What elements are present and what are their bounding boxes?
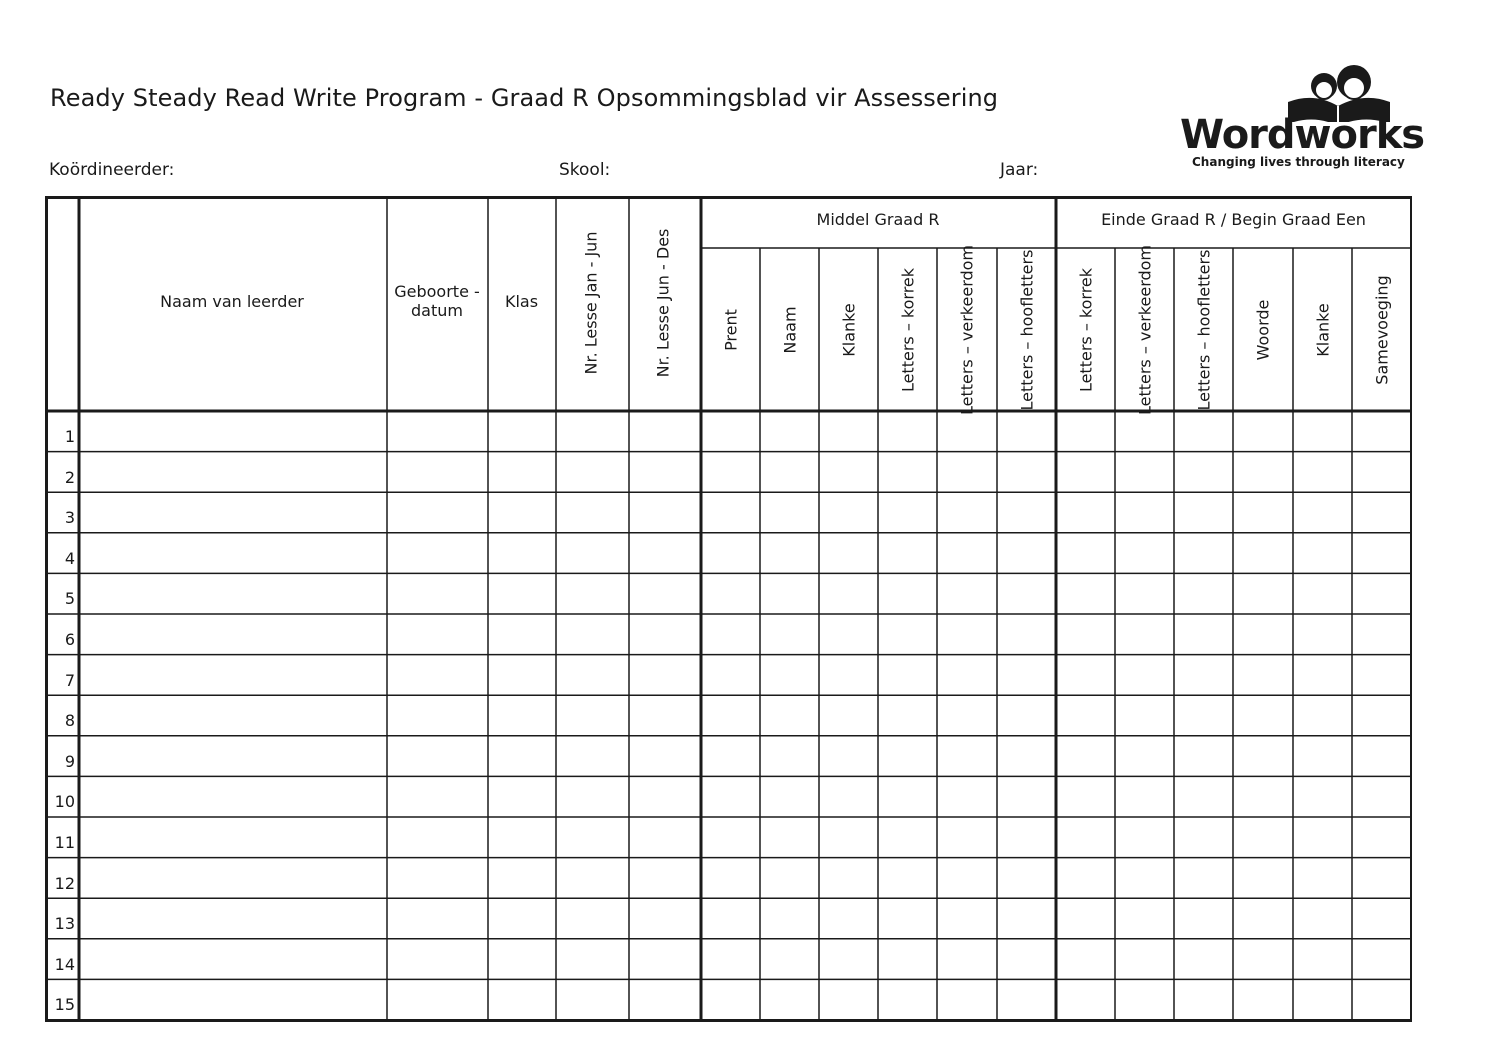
table-cell[interactable] <box>81 778 385 815</box>
table-cell[interactable] <box>1176 738 1231 775</box>
table-cell[interactable] <box>81 941 385 978</box>
table-cell[interactable] <box>1354 616 1409 653</box>
table-cell[interactable] <box>703 778 758 815</box>
table-cell[interactable] <box>558 657 627 694</box>
table-cell[interactable] <box>389 778 486 815</box>
table-cell[interactable] <box>1117 778 1172 815</box>
table-cell[interactable] <box>939 738 995 775</box>
table-cell[interactable] <box>880 494 935 531</box>
table-cell[interactable] <box>1058 454 1113 491</box>
row-number: 9 <box>64 751 75 771</box>
table-cell[interactable] <box>821 454 876 491</box>
table-cell[interactable] <box>490 860 554 897</box>
row-number: 6 <box>64 630 75 649</box>
header-group-end: Einde Graad R / Begin Graad Een <box>1101 210 1366 229</box>
table-cell[interactable] <box>703 535 758 572</box>
row-number: 3 <box>64 508 75 528</box>
table-cell[interactable] <box>81 575 385 612</box>
table-cell[interactable] <box>631 778 699 815</box>
table-cell[interactable] <box>1354 738 1409 775</box>
table-cell[interactable] <box>880 860 935 897</box>
table-cell[interactable] <box>999 413 1054 450</box>
assessment-table <box>45 196 1412 1022</box>
table-cell[interactable] <box>999 494 1054 531</box>
coordinator-label: Koördineerder: <box>49 160 175 180</box>
table-cell[interactable] <box>703 860 758 897</box>
table-cell[interactable] <box>81 494 385 531</box>
table-cell[interactable] <box>558 697 627 734</box>
row-number: 7 <box>64 670 75 690</box>
table-cell[interactable] <box>1117 494 1172 531</box>
table-cell[interactable] <box>81 819 385 856</box>
table-cell[interactable] <box>558 860 627 897</box>
table-cell[interactable] <box>880 697 935 734</box>
table-cell[interactable] <box>939 494 995 531</box>
table-cell[interactable] <box>821 697 876 734</box>
table-cell[interactable] <box>880 413 935 450</box>
row-number: 15 <box>54 995 75 1015</box>
table-cell[interactable] <box>939 860 995 897</box>
table-cell[interactable] <box>703 413 758 450</box>
table-cell[interactable] <box>762 535 817 572</box>
table-cell[interactable] <box>999 778 1054 815</box>
table-cell[interactable] <box>558 941 627 978</box>
table-cell[interactable] <box>1295 454 1350 491</box>
table-cell[interactable] <box>490 535 554 572</box>
table-cell[interactable] <box>762 575 817 612</box>
table-cell[interactable] <box>1354 981 1409 1018</box>
end-subheader: Letters – korrek <box>1076 267 1095 392</box>
table-cell[interactable] <box>821 860 876 897</box>
table-cell[interactable] <box>880 778 935 815</box>
table-cell[interactable] <box>762 941 817 978</box>
table-cell[interactable] <box>821 819 876 856</box>
table-cell[interactable] <box>939 657 995 694</box>
table-cell[interactable] <box>490 738 554 775</box>
table-cell[interactable] <box>631 697 699 734</box>
table-cell[interactable] <box>490 900 554 937</box>
table-cell[interactable] <box>1176 819 1231 856</box>
table-cell[interactable] <box>631 535 699 572</box>
table-cell[interactable] <box>880 657 935 694</box>
table-cell[interactable] <box>821 900 876 937</box>
table-cell[interactable] <box>703 697 758 734</box>
table-cell[interactable] <box>821 575 876 612</box>
table-cell[interactable] <box>1354 819 1409 856</box>
table-cell[interactable] <box>631 657 699 694</box>
table-cell[interactable] <box>1235 981 1291 1018</box>
table-cell[interactable] <box>1176 778 1231 815</box>
table-cell[interactable] <box>762 900 817 937</box>
table-cell[interactable] <box>631 860 699 897</box>
table-cell[interactable] <box>389 860 486 897</box>
table-cell[interactable] <box>1058 738 1113 775</box>
table-cell[interactable] <box>1117 981 1172 1018</box>
table-cell[interactable] <box>880 575 935 612</box>
table-cell[interactable] <box>490 697 554 734</box>
table-cell[interactable] <box>880 454 935 491</box>
table-cell[interactable] <box>762 819 817 856</box>
table-cell[interactable] <box>1354 454 1409 491</box>
table-cell[interactable] <box>558 413 627 450</box>
table-cell[interactable] <box>1295 778 1350 815</box>
school-label: Skool: <box>559 160 611 180</box>
table-cell[interactable] <box>1117 657 1172 694</box>
row-number: 12 <box>54 873 75 893</box>
table-cell[interactable] <box>999 697 1054 734</box>
header-birth-line2: datum <box>411 301 463 320</box>
table-cell[interactable] <box>1058 697 1113 734</box>
table-cell[interactable] <box>1295 413 1350 450</box>
table-cell[interactable] <box>880 941 935 978</box>
table-cell[interactable] <box>880 900 935 937</box>
table-cell[interactable] <box>389 616 486 653</box>
mid-subheader: Klanke <box>839 302 858 357</box>
table-cell[interactable] <box>1058 657 1113 694</box>
table-cell[interactable] <box>1295 616 1350 653</box>
table-cell[interactable] <box>1354 900 1409 937</box>
table-cell[interactable] <box>1058 575 1113 612</box>
table-cell[interactable] <box>703 738 758 775</box>
table-cell[interactable] <box>490 778 554 815</box>
table-cell[interactable] <box>1058 535 1113 572</box>
table-cell[interactable] <box>999 819 1054 856</box>
logo-wordmark: Wordworks <box>1180 112 1425 158</box>
table-cell[interactable] <box>762 778 817 815</box>
table-cell[interactable] <box>558 981 627 1018</box>
table-cell[interactable] <box>631 738 699 775</box>
table-cell[interactable] <box>389 575 486 612</box>
table-cell[interactable] <box>821 616 876 653</box>
table-cell[interactable] <box>939 616 995 653</box>
table-cell[interactable] <box>703 494 758 531</box>
table-cell[interactable] <box>490 819 554 856</box>
mid-subheader: Letters – hoofletters <box>1017 249 1036 410</box>
table-cell[interactable] <box>558 575 627 612</box>
table-cell[interactable] <box>1117 616 1172 653</box>
header-birth-date <box>387 282 487 320</box>
table-cell[interactable] <box>703 941 758 978</box>
row-number: 4 <box>64 548 75 568</box>
table-cell[interactable] <box>1176 454 1231 491</box>
table-cell[interactable] <box>1235 575 1291 612</box>
end-subheader: Klanke <box>1313 302 1332 357</box>
table-cell[interactable] <box>880 535 935 572</box>
table-cell[interactable] <box>762 860 817 897</box>
table-cell[interactable] <box>1117 860 1172 897</box>
table-cell[interactable] <box>999 738 1054 775</box>
table-cell[interactable] <box>762 616 817 653</box>
table-cell[interactable] <box>703 981 758 1018</box>
table-cell[interactable] <box>1354 941 1409 978</box>
table-cell[interactable] <box>1058 860 1113 897</box>
table-cell[interactable] <box>703 657 758 694</box>
table-cell[interactable] <box>1295 941 1350 978</box>
end-subheader: Letters – verkeerdom <box>1135 244 1154 415</box>
table-cell[interactable] <box>999 535 1054 572</box>
table-cell[interactable] <box>1235 900 1291 937</box>
table-cell[interactable] <box>490 494 554 531</box>
table-cell[interactable] <box>389 981 486 1018</box>
table-cell[interactable] <box>558 819 627 856</box>
table-cell[interactable] <box>1176 616 1231 653</box>
table-cell[interactable] <box>939 819 995 856</box>
table-cell[interactable] <box>939 697 995 734</box>
table-cell[interactable] <box>1295 900 1350 937</box>
table-cell[interactable] <box>389 657 486 694</box>
table-cell[interactable] <box>821 535 876 572</box>
table-cell[interactable] <box>939 454 995 491</box>
table-cell[interactable] <box>703 454 758 491</box>
table-cell[interactable] <box>821 778 876 815</box>
mid-subheader: Letters – verkeerdom <box>957 244 977 415</box>
end-subheader: Woorde <box>1253 299 1273 360</box>
table-cell[interactable] <box>939 535 995 572</box>
table-cell[interactable] <box>631 494 699 531</box>
table-cell[interactable] <box>389 941 486 978</box>
table-cell[interactable] <box>81 738 385 775</box>
table-cell[interactable] <box>558 738 627 775</box>
table-cell[interactable] <box>703 819 758 856</box>
header-birth-line1: Geboorte - <box>394 282 480 301</box>
table-cell[interactable] <box>1354 697 1409 734</box>
table-cell[interactable] <box>490 454 554 491</box>
table-cell[interactable] <box>1295 819 1350 856</box>
table-cell[interactable] <box>1058 494 1113 531</box>
table-cell[interactable] <box>1354 413 1409 450</box>
table-cell[interactable] <box>821 413 876 450</box>
logo-tagline: Changing lives through literacy <box>1192 155 1405 169</box>
table-cell[interactable] <box>762 454 817 491</box>
mid-subheader: Prent <box>721 308 740 351</box>
table-cell[interactable] <box>1117 819 1172 856</box>
table-cell[interactable] <box>389 819 486 856</box>
table-cell[interactable] <box>999 657 1054 694</box>
row-number: 1 <box>64 427 75 446</box>
table-cell[interactable] <box>490 941 554 978</box>
table-cell[interactable] <box>999 575 1054 612</box>
table-cell[interactable] <box>1295 494 1350 531</box>
table-cell[interactable] <box>703 900 758 937</box>
header-group-mid: Middel Graad R <box>816 210 940 229</box>
table-cell[interactable] <box>389 413 486 450</box>
table-cell[interactable] <box>1117 575 1172 612</box>
table-cell[interactable] <box>1058 413 1113 450</box>
wordworks-logo <box>1180 62 1425 174</box>
table-cell[interactable] <box>1235 454 1291 491</box>
table-cell[interactable] <box>1354 778 1409 815</box>
table-cell[interactable] <box>939 778 995 815</box>
table-cell[interactable] <box>1117 454 1172 491</box>
table-cell[interactable] <box>939 900 995 937</box>
table-cell[interactable] <box>999 900 1054 937</box>
table-cell[interactable] <box>703 616 758 653</box>
row-number: 2 <box>64 467 75 487</box>
table-cell[interactable] <box>1176 413 1231 450</box>
table-cell[interactable] <box>389 454 486 491</box>
table-cell[interactable] <box>762 657 817 694</box>
table-cell[interactable] <box>1235 860 1291 897</box>
table-cell[interactable] <box>1176 900 1231 937</box>
year-label: Jaar: <box>1000 160 1039 180</box>
table-cell[interactable] <box>880 819 935 856</box>
table-cell[interactable] <box>1354 494 1409 531</box>
table-cell[interactable] <box>1235 657 1291 694</box>
table-cell[interactable] <box>880 738 935 775</box>
page-title: Ready Steady Read Write Program - Graad R Opsommingsblad vir Assessering <box>50 84 999 112</box>
table-cell[interactable] <box>999 941 1054 978</box>
table-cell[interactable] <box>821 981 876 1018</box>
table-cell[interactable] <box>631 900 699 937</box>
table-cell[interactable] <box>1295 697 1350 734</box>
table-cell[interactable] <box>389 697 486 734</box>
row-number: 11 <box>54 833 75 852</box>
table-cell[interactable] <box>631 413 699 450</box>
table-cell[interactable] <box>821 941 876 978</box>
table-cell[interactable] <box>631 575 699 612</box>
table-cell[interactable] <box>1235 819 1291 856</box>
table-cell[interactable] <box>1295 738 1350 775</box>
table-cell[interactable] <box>1235 616 1291 653</box>
table-cell[interactable] <box>1235 697 1291 734</box>
table-cell[interactable] <box>1117 738 1172 775</box>
table-cell[interactable] <box>389 900 486 937</box>
table-cell[interactable] <box>490 616 554 653</box>
table-cell[interactable] <box>81 413 385 450</box>
table-cell[interactable] <box>558 778 627 815</box>
row-number: 14 <box>54 954 75 974</box>
header-class: Klas <box>504 292 539 311</box>
table-cell[interactable] <box>81 697 385 734</box>
table-cell[interactable] <box>81 900 385 937</box>
table-cell[interactable] <box>1176 981 1231 1018</box>
end-subheader: Letters – hoofletters <box>1194 249 1213 410</box>
table-cell[interactable] <box>81 616 385 653</box>
table-cell[interactable] <box>631 941 699 978</box>
table-cell[interactable] <box>1058 900 1113 937</box>
table-cell[interactable] <box>1295 575 1350 612</box>
table-cell[interactable] <box>999 981 1054 1018</box>
table-cell[interactable] <box>1058 981 1113 1018</box>
table-cell[interactable] <box>1295 981 1350 1018</box>
table-cell[interactable] <box>1176 697 1231 734</box>
table-cell[interactable] <box>1058 941 1113 978</box>
table-cell[interactable] <box>81 981 385 1018</box>
table-cell[interactable] <box>1176 941 1231 978</box>
table-cell[interactable] <box>558 900 627 937</box>
table-cell[interactable] <box>1295 860 1350 897</box>
table-cell[interactable] <box>1295 657 1350 694</box>
table-cell[interactable] <box>1235 778 1291 815</box>
mid-subheader: Naam <box>780 305 799 354</box>
table-cell[interactable] <box>1176 575 1231 612</box>
table-cell[interactable] <box>81 657 385 694</box>
row-number: 8 <box>64 711 75 731</box>
header-lessons-jan-jun: Nr. Lesse Jan - Jun <box>581 231 601 375</box>
table-cell[interactable] <box>762 494 817 531</box>
mid-subheader: Letters – korrek <box>898 267 917 392</box>
header-learner-name: Naam van leerder <box>160 292 304 311</box>
header-lessons-jun-des: Nr. Lesse Jun - Des <box>653 228 673 378</box>
table-cell[interactable] <box>1117 535 1172 572</box>
row-number: 10 <box>54 792 75 812</box>
table-cell[interactable] <box>1235 738 1291 775</box>
table-cell[interactable] <box>1235 941 1291 978</box>
table-cell[interactable] <box>1354 575 1409 612</box>
row-number: 13 <box>54 914 75 934</box>
table-cell[interactable] <box>999 616 1054 653</box>
table-cell[interactable] <box>762 413 817 450</box>
table-cell[interactable] <box>1354 657 1409 694</box>
table-cell[interactable] <box>703 575 758 612</box>
table-cell[interactable] <box>821 657 876 694</box>
table-cell[interactable] <box>1354 535 1409 572</box>
table-cell[interactable] <box>1176 535 1231 572</box>
table-cell[interactable] <box>1176 657 1231 694</box>
table-cell[interactable] <box>762 697 817 734</box>
table-cell[interactable] <box>631 616 699 653</box>
table-cell[interactable] <box>880 981 935 1018</box>
table-cell[interactable] <box>558 535 627 572</box>
table-cell[interactable] <box>389 738 486 775</box>
table-cell[interactable] <box>490 575 554 612</box>
table-cell[interactable] <box>490 413 554 450</box>
table-cell[interactable] <box>821 738 876 775</box>
table-cell[interactable] <box>389 494 486 531</box>
end-subheader: Samevoeging <box>1372 274 1391 385</box>
table-cell[interactable] <box>762 981 817 1018</box>
table-cell[interactable] <box>1235 535 1291 572</box>
table-cell[interactable] <box>762 738 817 775</box>
table-cell[interactable] <box>1117 413 1172 450</box>
table-cell[interactable] <box>880 616 935 653</box>
table-cell[interactable] <box>1235 413 1291 450</box>
table-cell[interactable] <box>821 494 876 531</box>
table-cell[interactable] <box>1354 860 1409 897</box>
table-cell[interactable] <box>389 535 486 572</box>
table-cell[interactable] <box>1117 941 1172 978</box>
table-cell[interactable] <box>81 860 385 897</box>
table-cell[interactable] <box>631 981 699 1018</box>
table-cell[interactable] <box>81 454 385 491</box>
table-cell[interactable] <box>1058 778 1113 815</box>
table-cell[interactable] <box>1176 494 1231 531</box>
table-cell[interactable] <box>558 494 627 531</box>
row-number: 5 <box>64 589 75 609</box>
table-cell[interactable] <box>1117 900 1172 937</box>
table-cell[interactable] <box>558 616 627 653</box>
table-cell[interactable] <box>1176 860 1231 897</box>
table-cell[interactable] <box>939 981 995 1018</box>
table-cell[interactable] <box>999 454 1054 491</box>
table-cell[interactable] <box>939 941 995 978</box>
table-cell[interactable] <box>631 454 699 491</box>
table-cell[interactable] <box>81 535 385 572</box>
table-cell[interactable] <box>1058 616 1113 653</box>
table-cell[interactable] <box>490 657 554 694</box>
table-cell[interactable] <box>1235 494 1291 531</box>
table-cell[interactable] <box>558 454 627 491</box>
table-cell[interactable] <box>490 981 554 1018</box>
table-cell[interactable] <box>999 860 1054 897</box>
table-cell[interactable] <box>939 413 995 450</box>
table-cell[interactable] <box>1295 535 1350 572</box>
table-cell[interactable] <box>1058 819 1113 856</box>
table-cell[interactable] <box>1117 697 1172 734</box>
table-cell[interactable] <box>631 819 699 856</box>
table-cell[interactable] <box>939 575 995 612</box>
